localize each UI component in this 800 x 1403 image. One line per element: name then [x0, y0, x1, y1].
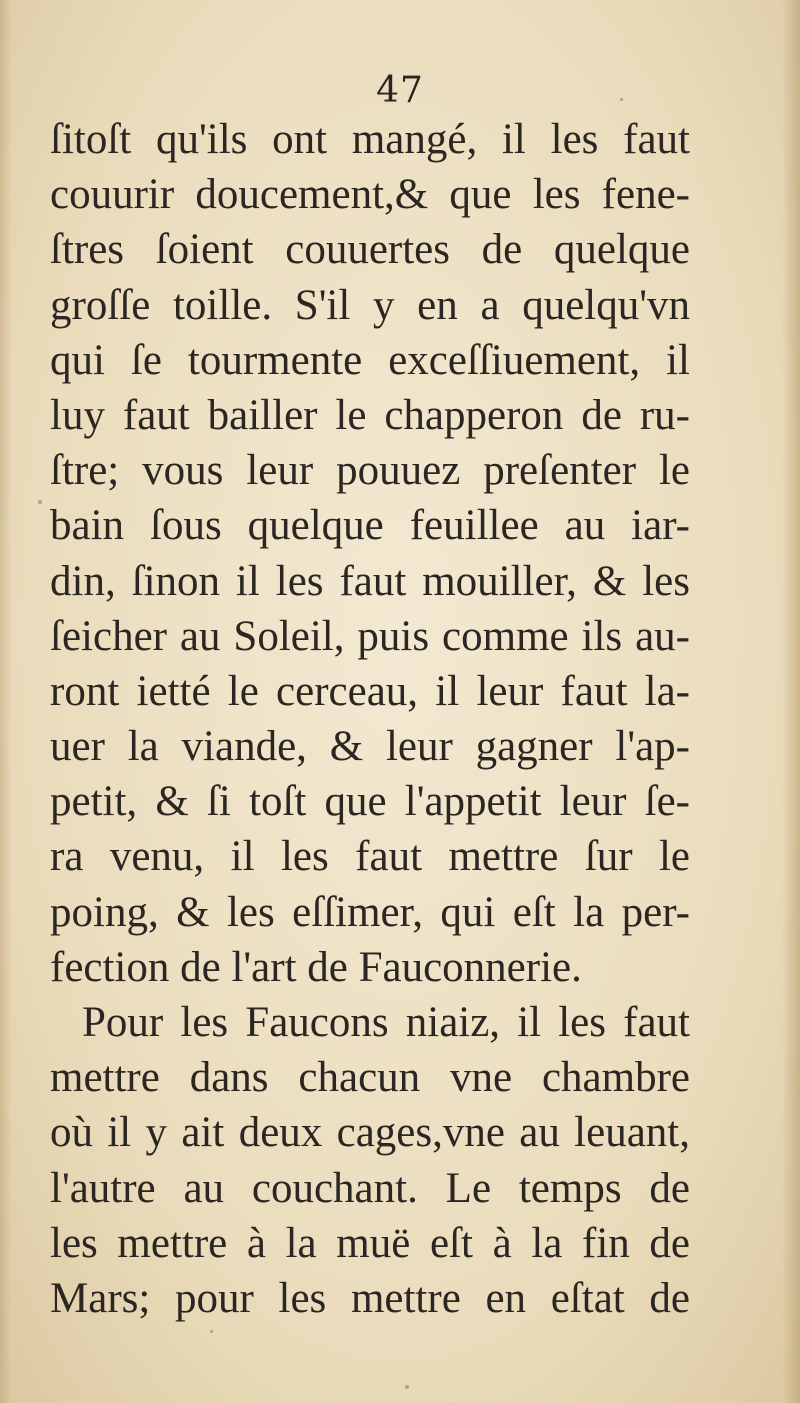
text-line: ſeicher au Soleil, puis comme ils au-: [50, 612, 690, 660]
text-line: petit, & ſi toſt que l'appetit leur ſe-: [50, 778, 690, 826]
text-line: Mars; pour les mettre en eſtat de: [50, 1274, 690, 1322]
text-line: ront ietté le cerceau, il leur faut la-: [50, 667, 690, 715]
text-line: couurir doucement,& que les fene-: [50, 171, 690, 219]
text-line: qui ſe tourmente exceſſiuement, il: [50, 336, 690, 384]
text-line: ſtre; vous leur pouuez preſenter le: [50, 447, 690, 495]
page-number: 47: [376, 70, 424, 111]
text-line: groſſe toille. S'il y en a quelqu'vn: [50, 281, 690, 329]
page-edge-shadow-right: [782, 0, 800, 1403]
paper-speck: [620, 98, 623, 101]
text-line: l'autre au couchant. Le temps de: [50, 1164, 690, 1212]
text-line: où il y ait deux cages,vne au leuant,: [50, 1109, 690, 1157]
text-line: luy faut bailler le chapperon de ru-: [50, 391, 690, 439]
body-text: [50, 112, 690, 1326]
text-line: din, ſinon il les faut mouiller, & les: [50, 557, 690, 605]
text-line: ra venu, il les faut mettre ſur le: [50, 833, 690, 881]
text-line: poing, & les eſſimer, qui eſt la per-: [50, 888, 690, 936]
text-line: les mettre à la muë eſt à la fin de: [50, 1219, 690, 1267]
text-line: ſtres ſoient couuertes de quelque: [50, 226, 690, 274]
text-line: mettre dans chacun vne chambre: [50, 1054, 690, 1102]
page-edge-shadow-left: [0, 0, 12, 1403]
text-line: bain ſous quelque feuillee au iar-: [50, 502, 690, 550]
text-line: fection de l'art de Fauconnerie.: [50, 943, 582, 991]
text-line: ſitoſt qu'ils ont mangé, il les faut: [50, 116, 690, 163]
text-line: uer la viande, & leur gagner l'ap-: [50, 723, 690, 771]
paper-speck: [210, 1330, 213, 1333]
paper-speck: [405, 1385, 409, 1389]
paper-speck: [38, 500, 42, 504]
text-line: Pour les Faucons niaiz, il les faut: [82, 999, 690, 1046]
